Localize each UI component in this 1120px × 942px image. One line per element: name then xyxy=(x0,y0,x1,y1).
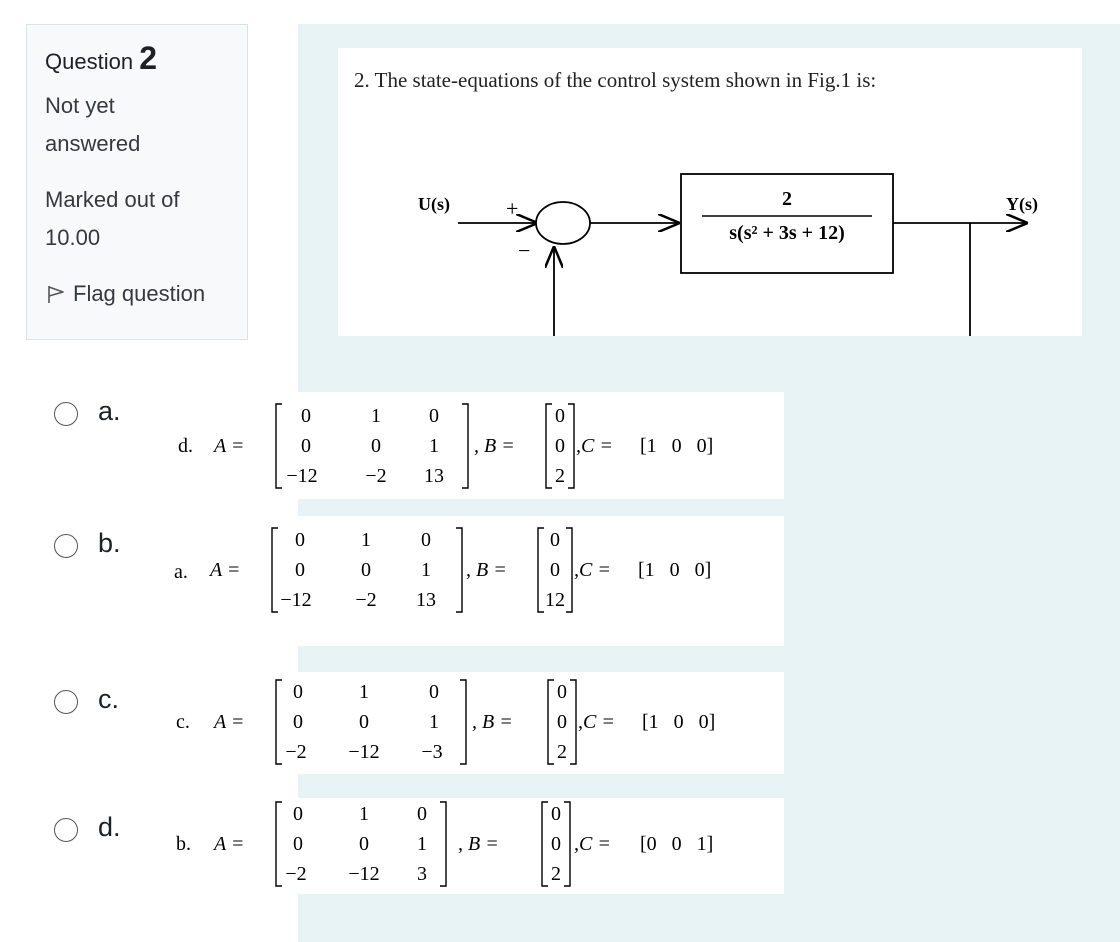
option-label: d. xyxy=(178,435,193,457)
output-label: Y(s) xyxy=(1006,194,1038,214)
svg-text:−12: −12 xyxy=(348,741,380,763)
question-marks: Marked out of 10.00 xyxy=(45,187,180,250)
c-equals: ,C = xyxy=(578,711,615,733)
svg-text:−2: −2 xyxy=(365,465,387,487)
plus-sign: + xyxy=(506,196,519,221)
c-matrix: [1 0 0] xyxy=(640,435,714,457)
question-number: 2 xyxy=(139,40,157,76)
svg-text:1: 1 xyxy=(417,833,427,855)
block-diagram xyxy=(338,48,1082,336)
svg-text:0: 0 xyxy=(293,803,303,825)
svg-text:3: 3 xyxy=(417,863,427,885)
question-state: Not yet answered xyxy=(45,93,141,156)
matrix-equation xyxy=(154,392,784,499)
option-letter: b. xyxy=(98,528,121,558)
svg-text:0: 0 xyxy=(551,803,561,825)
matrix-equation xyxy=(154,516,784,646)
svg-text:−2: −2 xyxy=(285,741,307,763)
option-letter: d. xyxy=(98,812,121,842)
minus-sign: − xyxy=(518,238,531,263)
matrix-equation xyxy=(154,798,784,894)
svg-text:0: 0 xyxy=(557,711,567,733)
svg-text:−2: −2 xyxy=(355,589,377,611)
svg-text:0: 0 xyxy=(293,711,303,733)
a-equals: A = xyxy=(214,711,245,733)
b-equals: , B = xyxy=(458,833,499,855)
question-info-panel xyxy=(26,24,248,340)
svg-text:0: 0 xyxy=(359,833,369,855)
svg-text:0: 0 xyxy=(557,681,567,703)
question-number-label: Question 2 xyxy=(45,40,157,76)
svg-text:0: 0 xyxy=(293,833,303,855)
option-label: b. xyxy=(176,833,191,855)
svg-text:−2: −2 xyxy=(285,863,307,885)
svg-text:0: 0 xyxy=(295,529,305,551)
radio-option-a[interactable] xyxy=(54,402,78,426)
svg-text:−12: −12 xyxy=(286,465,318,487)
c-equals: ,C = xyxy=(576,435,613,457)
svg-text:0: 0 xyxy=(371,435,381,457)
svg-text:1: 1 xyxy=(429,711,439,733)
svg-text:−3: −3 xyxy=(421,741,443,763)
svg-text:0: 0 xyxy=(555,435,565,457)
tf-denominator: s(s² + 3s + 12) xyxy=(729,222,845,244)
option-answer-image xyxy=(154,672,784,774)
svg-text:0: 0 xyxy=(551,833,561,855)
svg-text:1: 1 xyxy=(359,681,369,703)
matrix-equation xyxy=(154,672,784,774)
svg-text:0: 0 xyxy=(293,681,303,703)
radio-option-b[interactable] xyxy=(54,534,78,558)
svg-text:0: 0 xyxy=(295,559,305,581)
svg-text:12: 12 xyxy=(545,589,565,611)
svg-text:13: 13 xyxy=(424,465,444,487)
c-equals: ,C = xyxy=(574,559,611,581)
c-matrix: [1 0 0] xyxy=(642,711,716,733)
summing-junction xyxy=(536,202,590,244)
svg-text:0: 0 xyxy=(429,405,439,427)
a-equals: A = xyxy=(210,559,241,581)
c-matrix: [1 0 0] xyxy=(638,559,712,581)
radio-option-c[interactable] xyxy=(54,690,78,714)
svg-text:0: 0 xyxy=(361,559,371,581)
svg-text:1: 1 xyxy=(361,529,371,551)
b-equals: , B = xyxy=(466,559,507,581)
svg-text:0: 0 xyxy=(301,405,311,427)
tf-numerator: 2 xyxy=(782,188,792,210)
svg-text:2: 2 xyxy=(555,465,565,487)
c-matrix: [0 0 1] xyxy=(640,833,714,855)
svg-text:0: 0 xyxy=(429,681,439,703)
option-label: a. xyxy=(174,561,188,583)
svg-text:1: 1 xyxy=(371,405,381,427)
option-answer-image xyxy=(154,798,784,894)
svg-text:0: 0 xyxy=(421,529,431,551)
svg-text:2: 2 xyxy=(557,741,567,763)
flag-icon xyxy=(45,283,67,305)
question-text: 2. The state-equations of the control system shown in Fig.1 is: xyxy=(354,68,877,92)
flag-question-link[interactable]: Flag question xyxy=(45,281,229,307)
svg-text:0: 0 xyxy=(301,435,311,457)
svg-text:2: 2 xyxy=(551,863,561,885)
svg-text:0: 0 xyxy=(550,529,560,551)
radio-option-d[interactable] xyxy=(54,818,78,842)
option-answer-image xyxy=(154,516,784,646)
svg-text:0: 0 xyxy=(417,803,427,825)
svg-text:−12: −12 xyxy=(348,863,380,885)
svg-text:1: 1 xyxy=(429,435,439,457)
svg-text:1: 1 xyxy=(421,559,431,581)
svg-text:−12: −12 xyxy=(280,589,312,611)
option-answer-image xyxy=(154,392,784,499)
option-label: c. xyxy=(176,711,190,733)
b-equals: , B = xyxy=(474,435,515,457)
a-equals: A = xyxy=(214,435,245,457)
svg-text:13: 13 xyxy=(416,589,436,611)
option-letter: c. xyxy=(98,684,120,714)
svg-text:0: 0 xyxy=(550,559,560,581)
question-text-box xyxy=(338,48,1082,336)
c-equals: ,C = xyxy=(574,833,611,855)
svg-text:1: 1 xyxy=(359,803,369,825)
a-equals: A = xyxy=(214,833,245,855)
option-letter: a. xyxy=(98,396,121,426)
svg-text:0: 0 xyxy=(555,405,565,427)
input-label: U(s) xyxy=(418,194,450,214)
svg-text:0: 0 xyxy=(359,711,369,733)
b-equals: , B = xyxy=(472,711,513,733)
